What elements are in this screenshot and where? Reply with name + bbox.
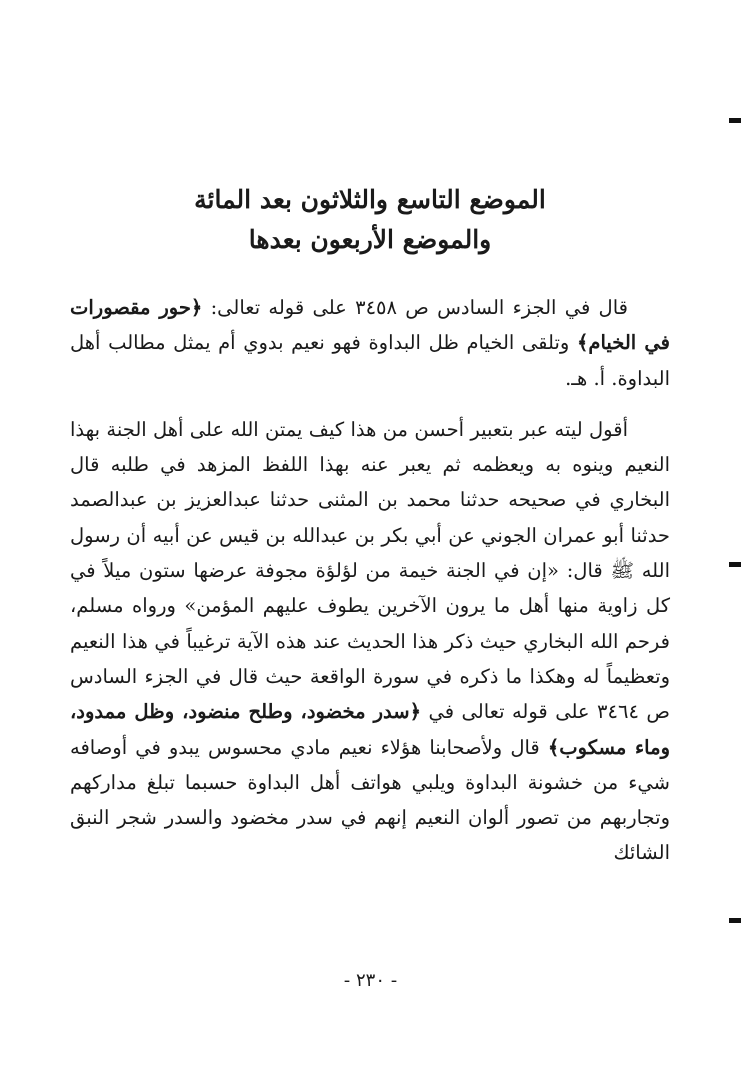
paragraph-1-rest: وتلقى الخيام ظل البداوة فهو نعيم بدوي أم يمثل مطالب أهل البداوة. أ. هـ. (70, 331, 670, 390)
paragraph-commentary (70, 412, 670, 871)
edge-mark-top (729, 118, 741, 123)
paragraph-quote (70, 290, 670, 396)
heading-line-2: والموضع الأربعون بعدها (248, 225, 492, 254)
paragraph-1-intro: قال في الجزء السادس ص ٣٤٥٨ على قوله تعالى: (202, 296, 628, 319)
paragraph-2-part-1: أقول ليته عبر بتعبير أحسن من هذا كيف يمتن الله على أهل الجنة بهذا النعيم وينوه به ويعظمه ثم يعبر عنه بهذا اللفظ المزهد في طلبه قال البخاري في صحيحه حدثنا محمد بن المثنى حدثنا عبدالعزيز بن عبدالصمد حدثنا أبو عمران الجوني عن أبي بكر بن عبدالله بن قيس عن أبيه أن رسول الله ﷺ قال: «إن في الجنة خيمة من لؤلؤة مجوفة عرضها ستون ميلاً في كل زاوية منها أهل ما يرون الآخرين يطوف عليهم المؤمن» ورواه مسلم، فرحم الله البخاري حيث ذكر هذا الحديث عند هذه الآية ترغيباً في هذا النعيم وتعظيماً له وهكذا ما ذكره في سورة الواقعة حيث قال في الجزء السادس ص ٣٤٦٤ على قوله تعالى في (70, 417, 670, 724)
verse-quote-2: ﴿سدر مخضود، وطلح منضود، وظل ممدود، وماء مسكوب﴾ (70, 700, 670, 759)
verse-quote-1: ﴿حور مقصورات في الخيام﴾ (70, 296, 670, 355)
edge-mark-bottom (729, 918, 741, 923)
section-heading (70, 180, 670, 260)
paragraph-2-part-2: قال ولأصحابنا هؤلاء نعيم مادي محسوس يبدو في أوصافه شيء من خشونة البداوة ويلبي هواتف أهل البداوة حسبما تبلغ مداركهم وتجاربهم من تصور ألوان النعيم إنهم في سدر مخضود والسدر شجر النبق الشائك (70, 735, 670, 865)
page-body (70, 150, 670, 1010)
edge-mark-middle (729, 562, 741, 567)
heading-line-1: الموضع التاسع والثلاثون بعد المائة (194, 185, 546, 214)
page-number: - ٢٣٠ - (343, 970, 398, 991)
